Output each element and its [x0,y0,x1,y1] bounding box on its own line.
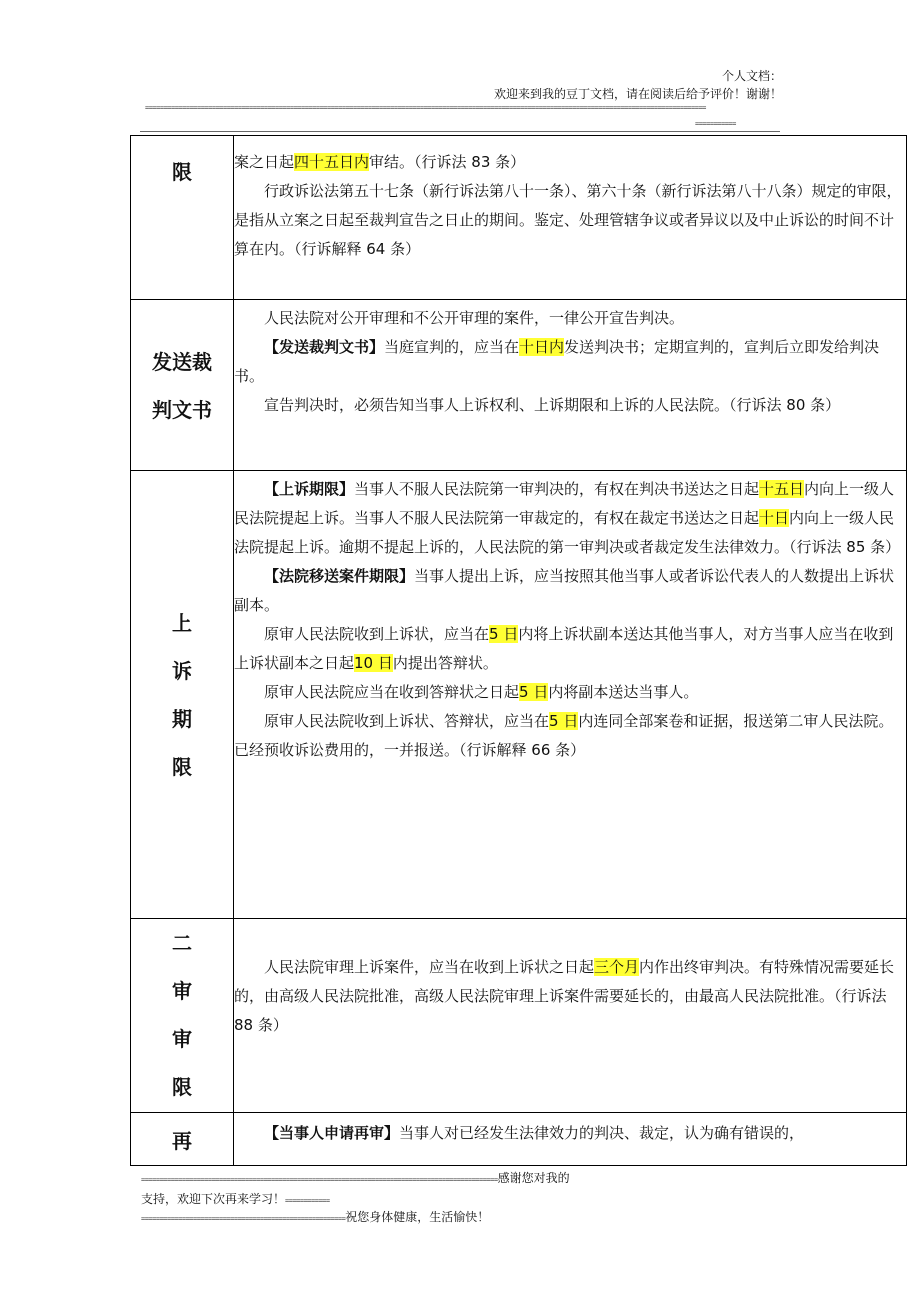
section-heading: 【发送裁判文书】 [264,338,385,356]
text-segment: 内作出终审判决。有特殊情况需要延长的，由高级人民法院批准，高级人民法院审理上诉案件需要延长的，由最高人民法院批准。（行诉法 88 条） [234,958,895,1034]
highlighted-deadline: 四十五日内 [294,153,370,171]
text-segment: 内提出答辩状。 [392,654,498,672]
footer-line-1 [141,1168,570,1190]
highlighted-deadline: 5 日 [489,625,519,643]
table-row [131,1113,907,1166]
text-segment: 宣告判决时，必须告知当事人上诉权利、上诉期限和上诉的人民法院。（行诉法 80 条） [264,396,841,414]
section-heading: 【当事人申请再审】 [264,1124,400,1142]
highlighted-deadline: 5 日 [519,683,549,701]
row-label-second-instance [131,919,234,1113]
highlighted-deadline: 5 日 [549,712,579,730]
footer-thanks: 感谢您对我的 [497,1171,570,1185]
paragraph [234,562,906,620]
header-welcome: 欢迎来到我的豆丁文档，请在阅读后给予评价！谢谢！ [493,87,782,101]
row-content-trial-limit [234,136,907,300]
footer-separator: ================================================================================================ [141,1176,498,1184]
row-label-text: 审 [172,979,192,1003]
text-segment: 人民法院对公开审理和不公开审理的案件，一律公开宣告判决。 [264,309,685,327]
text-segment: 当事人不服人民法院第一审判决的，有权在判决书送达之日起 [354,480,760,498]
row-label-send-judgment [131,300,234,471]
text-segment: 内向上一级人民法院提起上诉。逾期不提起上诉的，人民法院的第一审判决或者裁定发生法律效力。（行诉法 85 条） [234,509,901,556]
highlighted-deadline: 三个月 [594,958,640,976]
paragraph [234,620,906,678]
text-segment: 当庭宣判的，应当在 [384,338,520,356]
text-segment: 当事人对已经发生法律效力的判决、裁定，认为确有错误的， [399,1124,805,1142]
header-personal-doc: 个人文档： [721,69,782,83]
text-segment: 发送判决书；定期宣判的，宣判后立即发给判决书。 [234,338,880,385]
table-row [131,136,907,300]
row-label-text: 发送裁 [152,350,212,374]
text-segment: 人民法院审理上诉案件，应当在收到上诉状之日起 [264,958,595,976]
footer-wishes: 祝您身体健康，生活愉快！ [345,1210,490,1224]
row-content-retrial [234,1113,907,1166]
paragraph [234,333,906,391]
paragraph [234,304,906,333]
text-segment: 内向上一级人民法院提起上诉。当事人不服人民法院第一审裁定的，有权在裁定书送达之日起 [234,480,895,527]
row-label-text: 二 [172,931,192,955]
row-label-text: 判文书 [152,398,212,422]
table-row [131,919,907,1113]
text-segment: 审结。（行诉法 83 条） [369,153,526,171]
highlighted-deadline: 十五日 [759,480,805,498]
row-label-text: 限 [172,1075,192,1099]
header-rule [140,131,780,132]
footer-welcome-back: 支持，欢迎下次再来学习！ [141,1192,286,1206]
row-label-retrial [131,1113,234,1166]
paragraph [234,678,906,707]
paragraph [234,1119,906,1148]
text-segment: 原审人民法院应当在收到答辩状之日起 [264,683,520,701]
table-row [131,471,907,919]
paragraph [234,953,906,1040]
row-label-text: 限 [172,755,192,779]
text-segment: 内连同全部案卷和证据，报送第二审人民法院。已经预收诉讼费用的，一并报送。（行诉解释 66 条） [234,712,894,759]
paragraph [234,391,906,420]
row-content-send-judgment [234,300,907,471]
text-segment: 原审人民法院收到上诉状，应当在 [264,625,490,643]
row-label-appeal-period [131,471,234,919]
row-label-trial-limit [131,136,234,300]
row-label-text: 期 [172,707,192,731]
paragraph [234,177,906,264]
footer-line-3 [141,1207,489,1229]
text-segment: 原审人民法院收到上诉状、答辩状，应当在 [264,712,550,730]
row-label-text: 限 [172,160,192,184]
text-segment: 行政诉讼法第五十七条（新行诉法第八十一条）、第六十条（新行诉法第八十八条）规定的审限，是指从立案之日起至裁判宣告之日止的期间。鉴定、处理管辖争议或者异议以及中止诉讼的时间不计算在内。（行诉解释 64 条） [234,182,902,258]
section-heading: 【上诉期限】 [264,480,355,498]
paragraph [234,148,906,177]
highlighted-deadline: 十日 [759,509,790,527]
row-label-text: 审 [172,1027,192,1051]
row-content-second-instance [234,919,907,1113]
header-separator: ======================================================================================================================================================= [145,104,706,112]
text-segment: 内将副本送达当事人。 [548,683,699,701]
row-content-appeal-period [234,471,907,919]
highlighted-deadline: 十日内 [519,338,565,356]
section-heading: 【法院移送案件期限】 [264,567,415,585]
text-segment: 内将上诉状副本送达其他当事人，对方当事人应当在收到上诉状副本之日起 [234,625,894,672]
deadline-table [130,135,907,1166]
paragraph [234,475,906,562]
row-label-text: 诉 [172,659,192,683]
row-label-text: 上 [172,611,192,635]
footer-separator: ============ [285,1197,330,1205]
row-label-text: 再 [172,1129,192,1153]
highlighted-deadline: 10 日 [354,654,393,672]
paragraph [234,707,906,765]
header-separator-short: =========== [695,120,736,128]
table-row [131,300,907,471]
text-segment: 当事人提出上诉，应当按照其他当事人或者诉讼代表人的人数提出上诉状副本。 [234,567,895,614]
footer-separator: ======================================================= [141,1215,346,1223]
text-segment: 案之日起 [234,153,295,171]
